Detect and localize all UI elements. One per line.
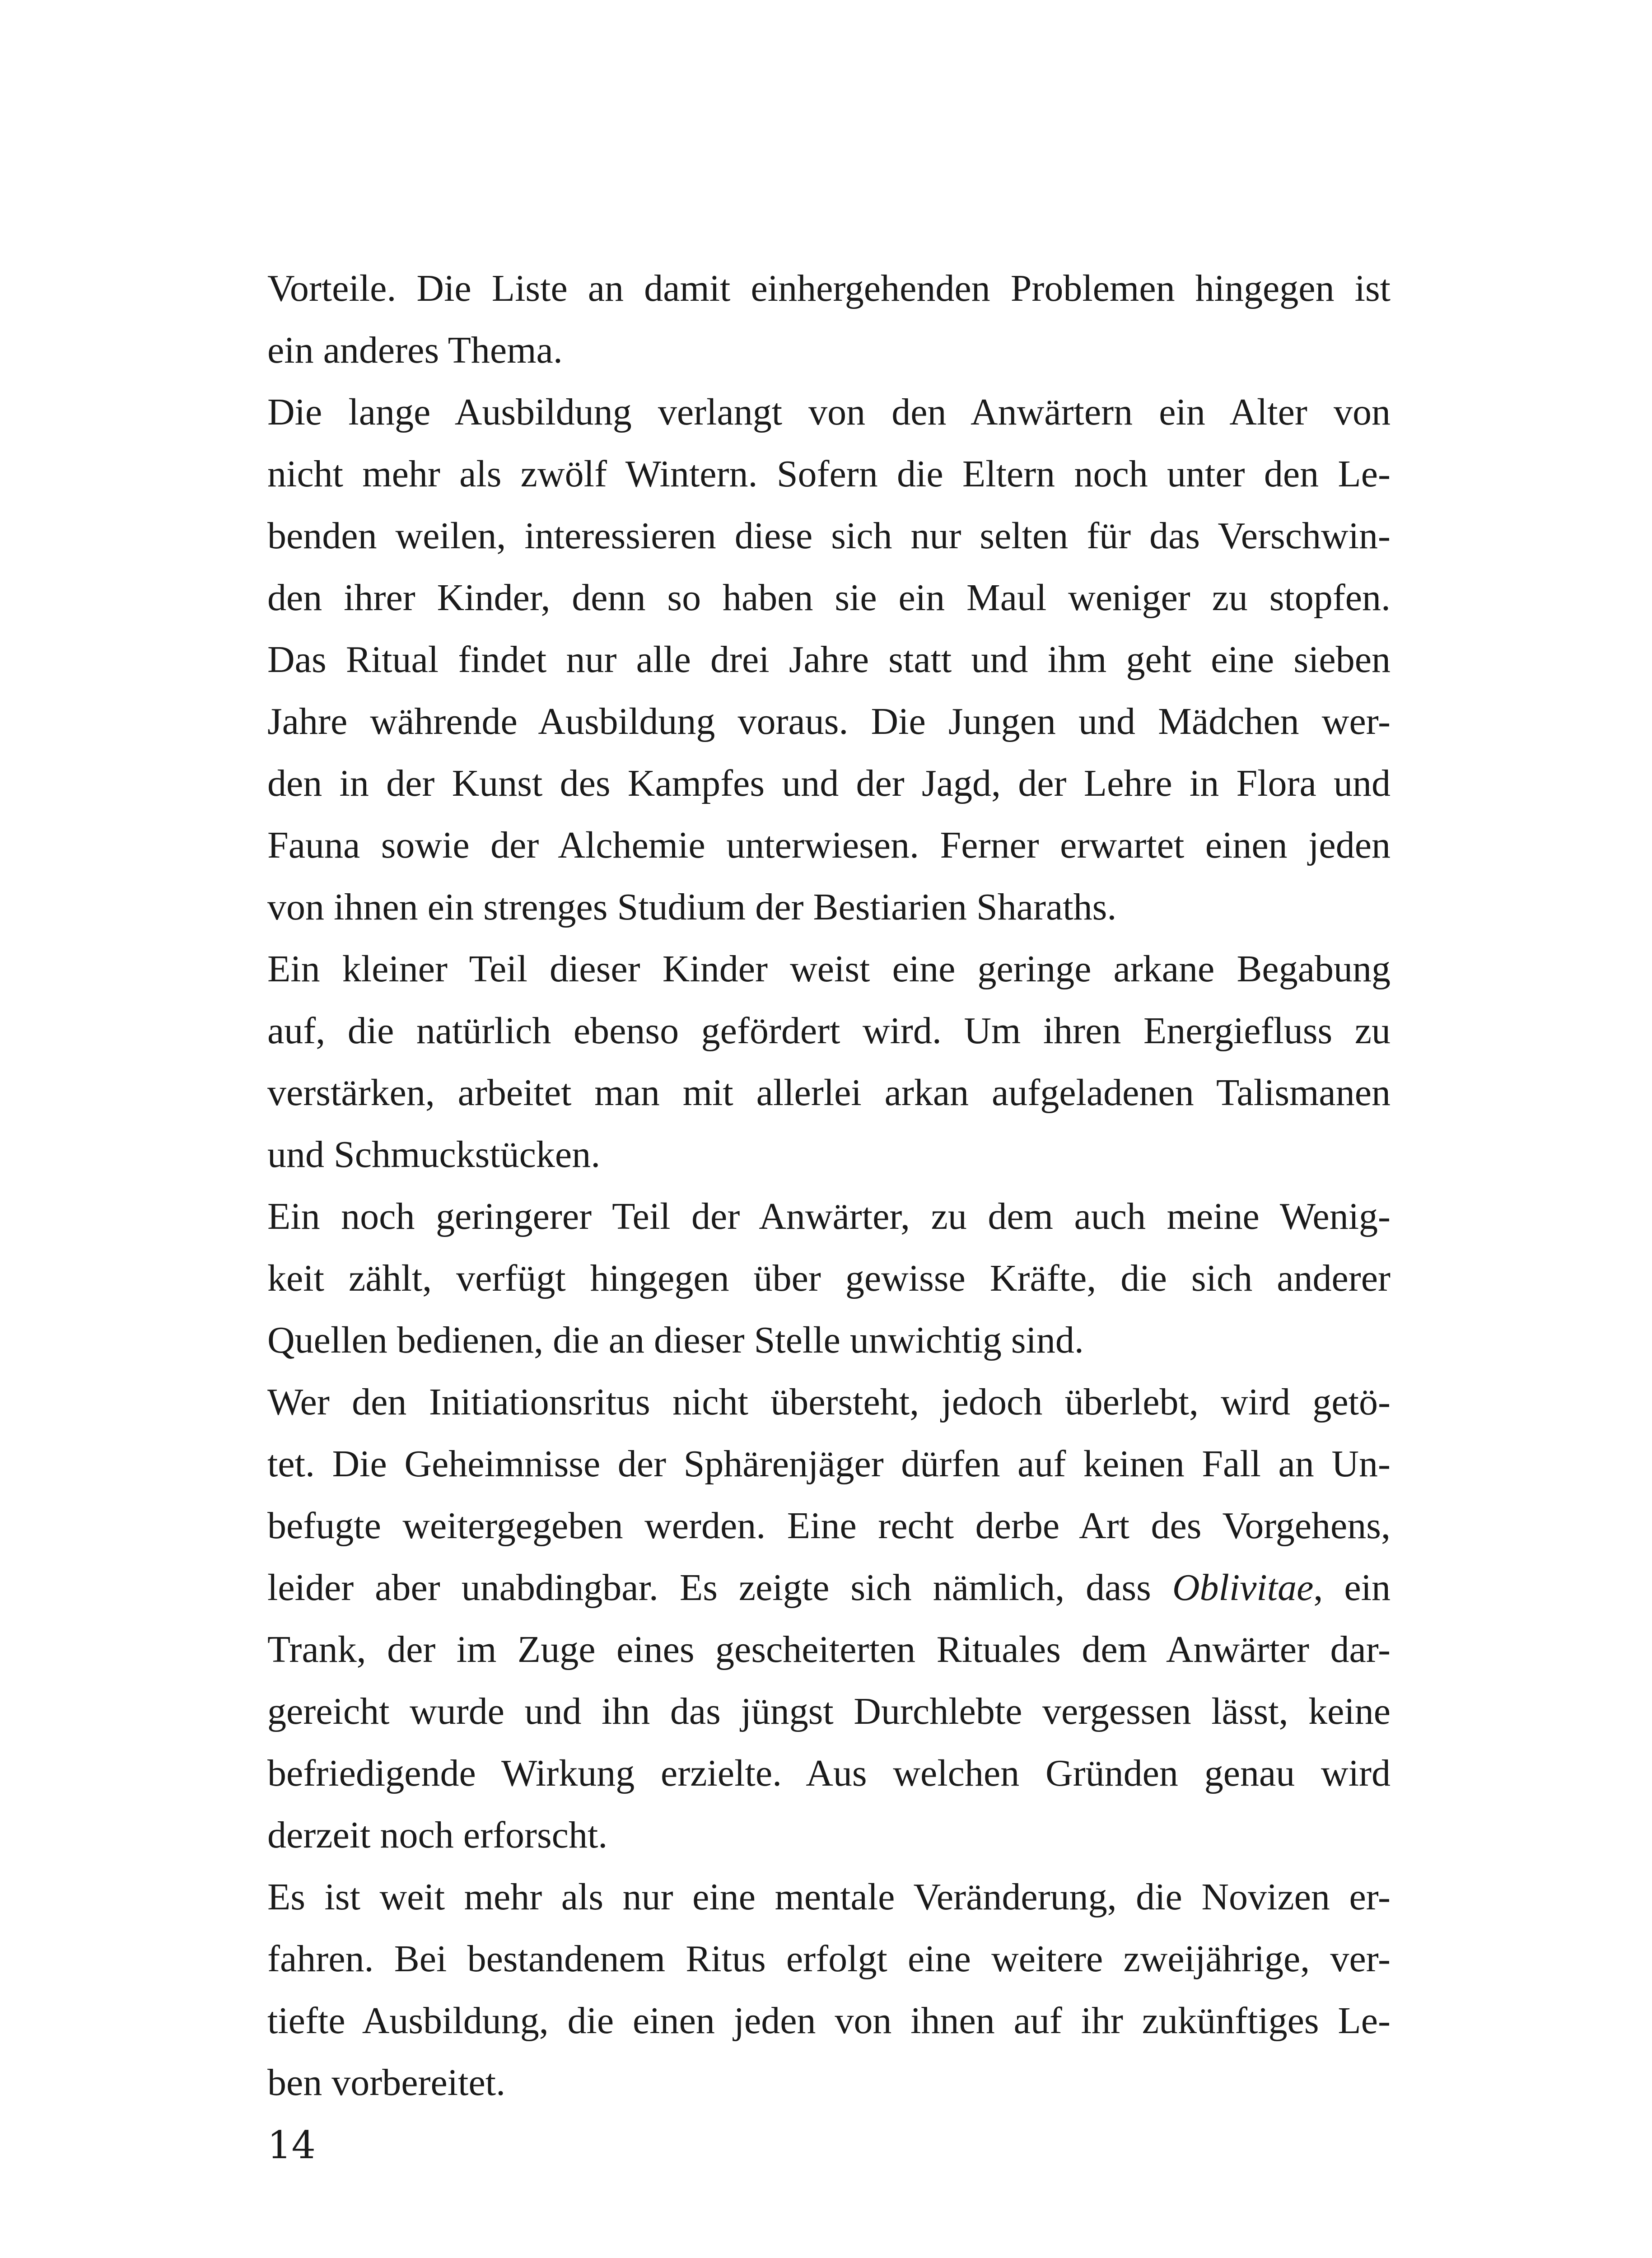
text-line: Es ist weit mehr als nur eine mentale Veränderung, die Novizen er- [267,1876,1391,1918]
body-text [267,257,1391,2113]
text-line: keit zählt, verfügt hingegen über gewisse Kräfte, die sich anderer [267,1257,1391,1299]
text-segment: , ein [1313,1567,1391,1609]
text-line: Fauna sowie der Alchemie unterwiesen. Ferner erwartet einen jeden [267,824,1391,866]
text-line: fahren. Bei bestandenem Ritus erfolgt eine weitere zweijährige, ver- [267,1938,1391,1980]
text-line: tiefte Ausbildung, die einen jeden von ihnen auf ihr zukünftiges Le- [267,2000,1391,2042]
text-line: auf, die natürlich ebenso gefördert wird. Um ihren Energiefluss zu [267,1010,1391,1052]
text-line: gereicht wurde und ihn das jüngst Durchlebte vergessen lässt, keine [267,1690,1391,1732]
text-line: Wer den Initiationsritus nicht übersteht, jedoch überlebt, wird getö- [267,1381,1391,1423]
text-line: Das Ritual findet nur alle drei Jahre statt und ihm geht eine sieben [267,639,1391,681]
text-line: Die lange Ausbildung verlangt von den Anwärtern ein Alter von [267,391,1391,433]
text-line: den in der Kunst des Kampfes und der Jagd, der Lehre in Flora und [267,762,1391,804]
text-line: von ihnen ein strenges Studium der Bestiarien Sharaths. [267,886,1117,928]
text-line: den ihrer Kinder, denn so haben sie ein Maul weniger zu stopfen. [267,577,1391,619]
italic-term: Oblivitae [1172,1567,1314,1609]
text-line: ein anderes Thema. [267,329,563,371]
text-line: Ein kleiner Teil dieser Kinder weist eine geringe arkane Begabung [267,948,1391,990]
text-line: Jahre währende Ausbildung voraus. Die Jungen und Mädchen wer- [267,700,1391,742]
text-line: tet. Die Geheimnisse der Sphärenjäger dürfen auf keinen Fall an Un- [267,1443,1391,1485]
text-line: Vorteile. Die Liste an damit einhergehenden Problemen hingegen ist [267,267,1391,309]
text-line: ben vorbereitet. [267,2062,506,2104]
page-number: 14 [267,2123,316,2167]
text-line: und Schmuckstücken. [267,1134,601,1176]
text-line [267,1557,1391,1619]
text-line: verstärken, arbeitet man mit allerlei arkan aufgeladenen Talismanen [267,1072,1391,1114]
text-line: befugte weitergegeben werden. Eine recht derbe Art des Vorgehens, [267,1505,1391,1547]
text-line: Quellen bedienen, die an dieser Stelle unwichtig sind. [267,1319,1084,1361]
text-segment: leider aber unabdingbar. Es zeigte sich nämlich, dass [267,1567,1172,1609]
text-line: Trank, der im Zuge eines gescheiterten Rituales dem Anwärter dar- [267,1628,1391,1670]
text-line: benden weilen, interessieren diese sich nur selten für das Verschwin- [267,515,1391,557]
text-line: befriedigende Wirkung erzielte. Aus welchen Gründen genau wird [267,1752,1391,1794]
text-line: Ein noch geringerer Teil der Anwärter, zu dem auch meine Wenig- [267,1195,1391,1237]
text-line: nicht mehr als zwölf Wintern. Sofern die Eltern noch unter den Le- [267,453,1391,495]
text-line: derzeit noch erforscht. [267,1814,608,1856]
